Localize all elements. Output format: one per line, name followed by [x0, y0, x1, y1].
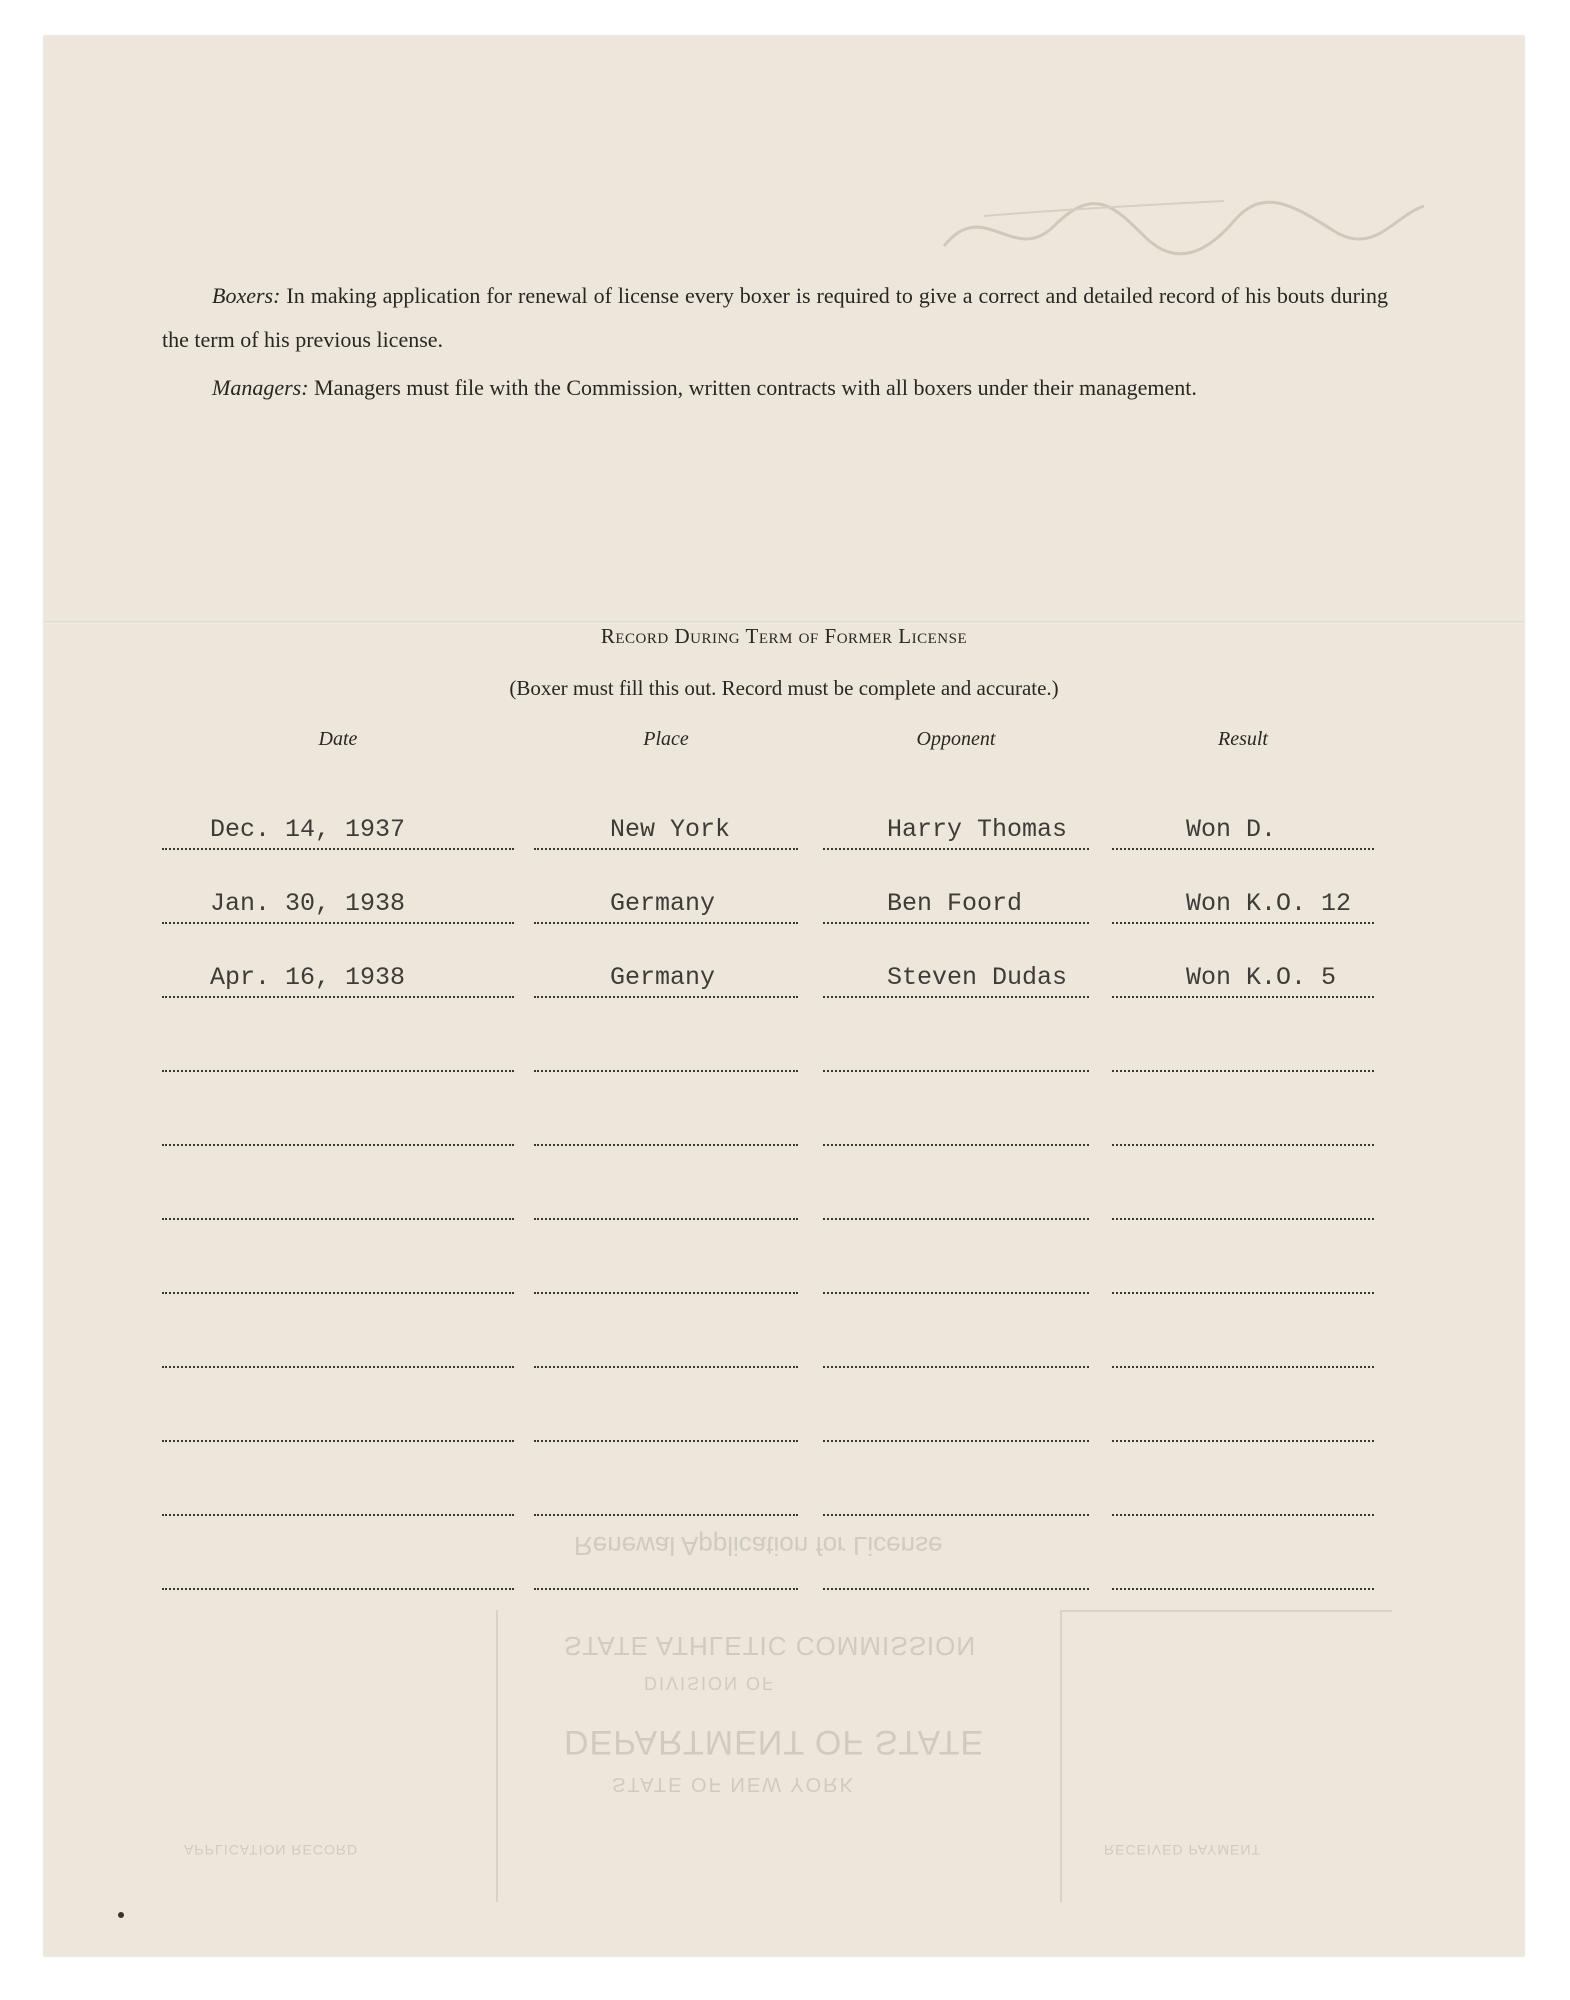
boxers-notice-text: In making application for renewal of license every boxer is required to give a correct and detailed record of his bouts during the term of his previous license.	[162, 283, 1389, 352]
result-cell: Won K.O. 12	[1112, 884, 1374, 924]
table-row	[162, 776, 1392, 850]
bleed-box-right	[1060, 1610, 1392, 1902]
opponent-cell	[823, 1254, 1089, 1294]
place-cell	[534, 1476, 798, 1516]
table-row	[162, 1220, 1392, 1294]
date-cell	[162, 1254, 514, 1294]
table-row	[162, 924, 1392, 998]
bleed-text-payment: RECEIVED PAYMENT	[1104, 1842, 1262, 1858]
table-row	[162, 1368, 1392, 1442]
record-title: Record During Term of Former License	[600, 624, 968, 648]
document-page	[44, 36, 1524, 1956]
place-cell: Germany	[534, 958, 798, 998]
column-header-date: Date	[318, 728, 358, 750]
place-cell	[534, 1328, 798, 1368]
result-cell	[1112, 1254, 1374, 1294]
result-cell	[1112, 1550, 1374, 1590]
date-cell	[162, 1476, 514, 1516]
table-row	[162, 1294, 1392, 1368]
date-cell	[162, 1180, 514, 1220]
opponent-cell	[823, 1550, 1089, 1590]
managers-notice-text: Managers must file with the Commission, written contracts with all boxers under their management.	[314, 375, 1197, 400]
record-subtitle: (Boxer must fill this out. Record must be complete and accurate.)	[509, 676, 1059, 700]
bleed-text-division: DIVISION OF	[644, 1673, 776, 1693]
bleed-text-app-record: APPLICATION RECORD	[184, 1842, 359, 1858]
bleed-box-divider-left	[496, 1610, 498, 1902]
opponent-cell: Harry Thomas	[823, 810, 1089, 850]
place-cell	[534, 1106, 798, 1146]
date-cell	[162, 1106, 514, 1146]
boxers-notice	[162, 274, 1388, 362]
table-row	[162, 1516, 1392, 1590]
date-cell	[162, 1550, 514, 1590]
bleed-text-dept: DEPARTMENT OF STATE	[564, 1723, 985, 1761]
date-cell	[162, 1402, 514, 1442]
place-cell: New York	[534, 810, 798, 850]
table-row	[162, 850, 1392, 924]
place-cell	[534, 1180, 798, 1220]
date-cell: Dec. 14, 1937	[162, 810, 514, 850]
opponent-cell	[823, 1402, 1089, 1442]
signature-bleed-through	[924, 176, 1444, 276]
table-row	[162, 1072, 1392, 1146]
ink-speck	[118, 1912, 124, 1918]
date-cell: Jan. 30, 1938	[162, 884, 514, 924]
place-cell	[534, 1402, 798, 1442]
place-cell	[534, 1032, 798, 1072]
table-row	[162, 1146, 1392, 1220]
result-cell	[1112, 1402, 1374, 1442]
managers-notice	[162, 366, 1388, 410]
column-header-place: Place	[643, 728, 689, 750]
place-cell	[534, 1254, 798, 1294]
table-row	[162, 1442, 1392, 1516]
column-header-opponent: Opponent	[916, 728, 996, 750]
result-cell	[1112, 1180, 1374, 1220]
result-cell: Won K.O. 5	[1112, 958, 1374, 998]
date-cell	[162, 1032, 514, 1072]
table-row	[162, 998, 1392, 1072]
bleed-text-state: STATE OF NEW YORK	[612, 1773, 855, 1795]
result-cell	[1112, 1106, 1374, 1146]
bleed-text-renewal: Renewal Application for License	[574, 1531, 943, 1561]
opponent-cell	[823, 1032, 1089, 1072]
place-cell	[534, 1550, 798, 1590]
boxers-notice-lead: Boxers:	[212, 283, 281, 308]
opponent-cell	[823, 1180, 1089, 1220]
date-cell: Apr. 16, 1938	[162, 958, 514, 998]
date-cell	[162, 1328, 514, 1368]
opponent-cell: Ben Foord	[823, 884, 1089, 924]
managers-notice-lead: Managers:	[212, 375, 309, 400]
opponent-cell	[823, 1328, 1089, 1368]
place-cell: Germany	[534, 884, 798, 924]
opponent-cell: Steven Dudas	[823, 958, 1089, 998]
opponent-cell	[823, 1476, 1089, 1516]
bout-record-table	[162, 776, 1392, 1590]
result-cell: Won D.	[1112, 810, 1374, 850]
result-cell	[1112, 1328, 1374, 1368]
opponent-cell	[823, 1106, 1089, 1146]
result-cell	[1112, 1476, 1374, 1516]
column-header-result: Result	[1218, 728, 1268, 750]
bleed-text-commission: STATE ATHLETIC COMMISSION	[564, 1631, 977, 1661]
result-cell	[1112, 1032, 1374, 1072]
